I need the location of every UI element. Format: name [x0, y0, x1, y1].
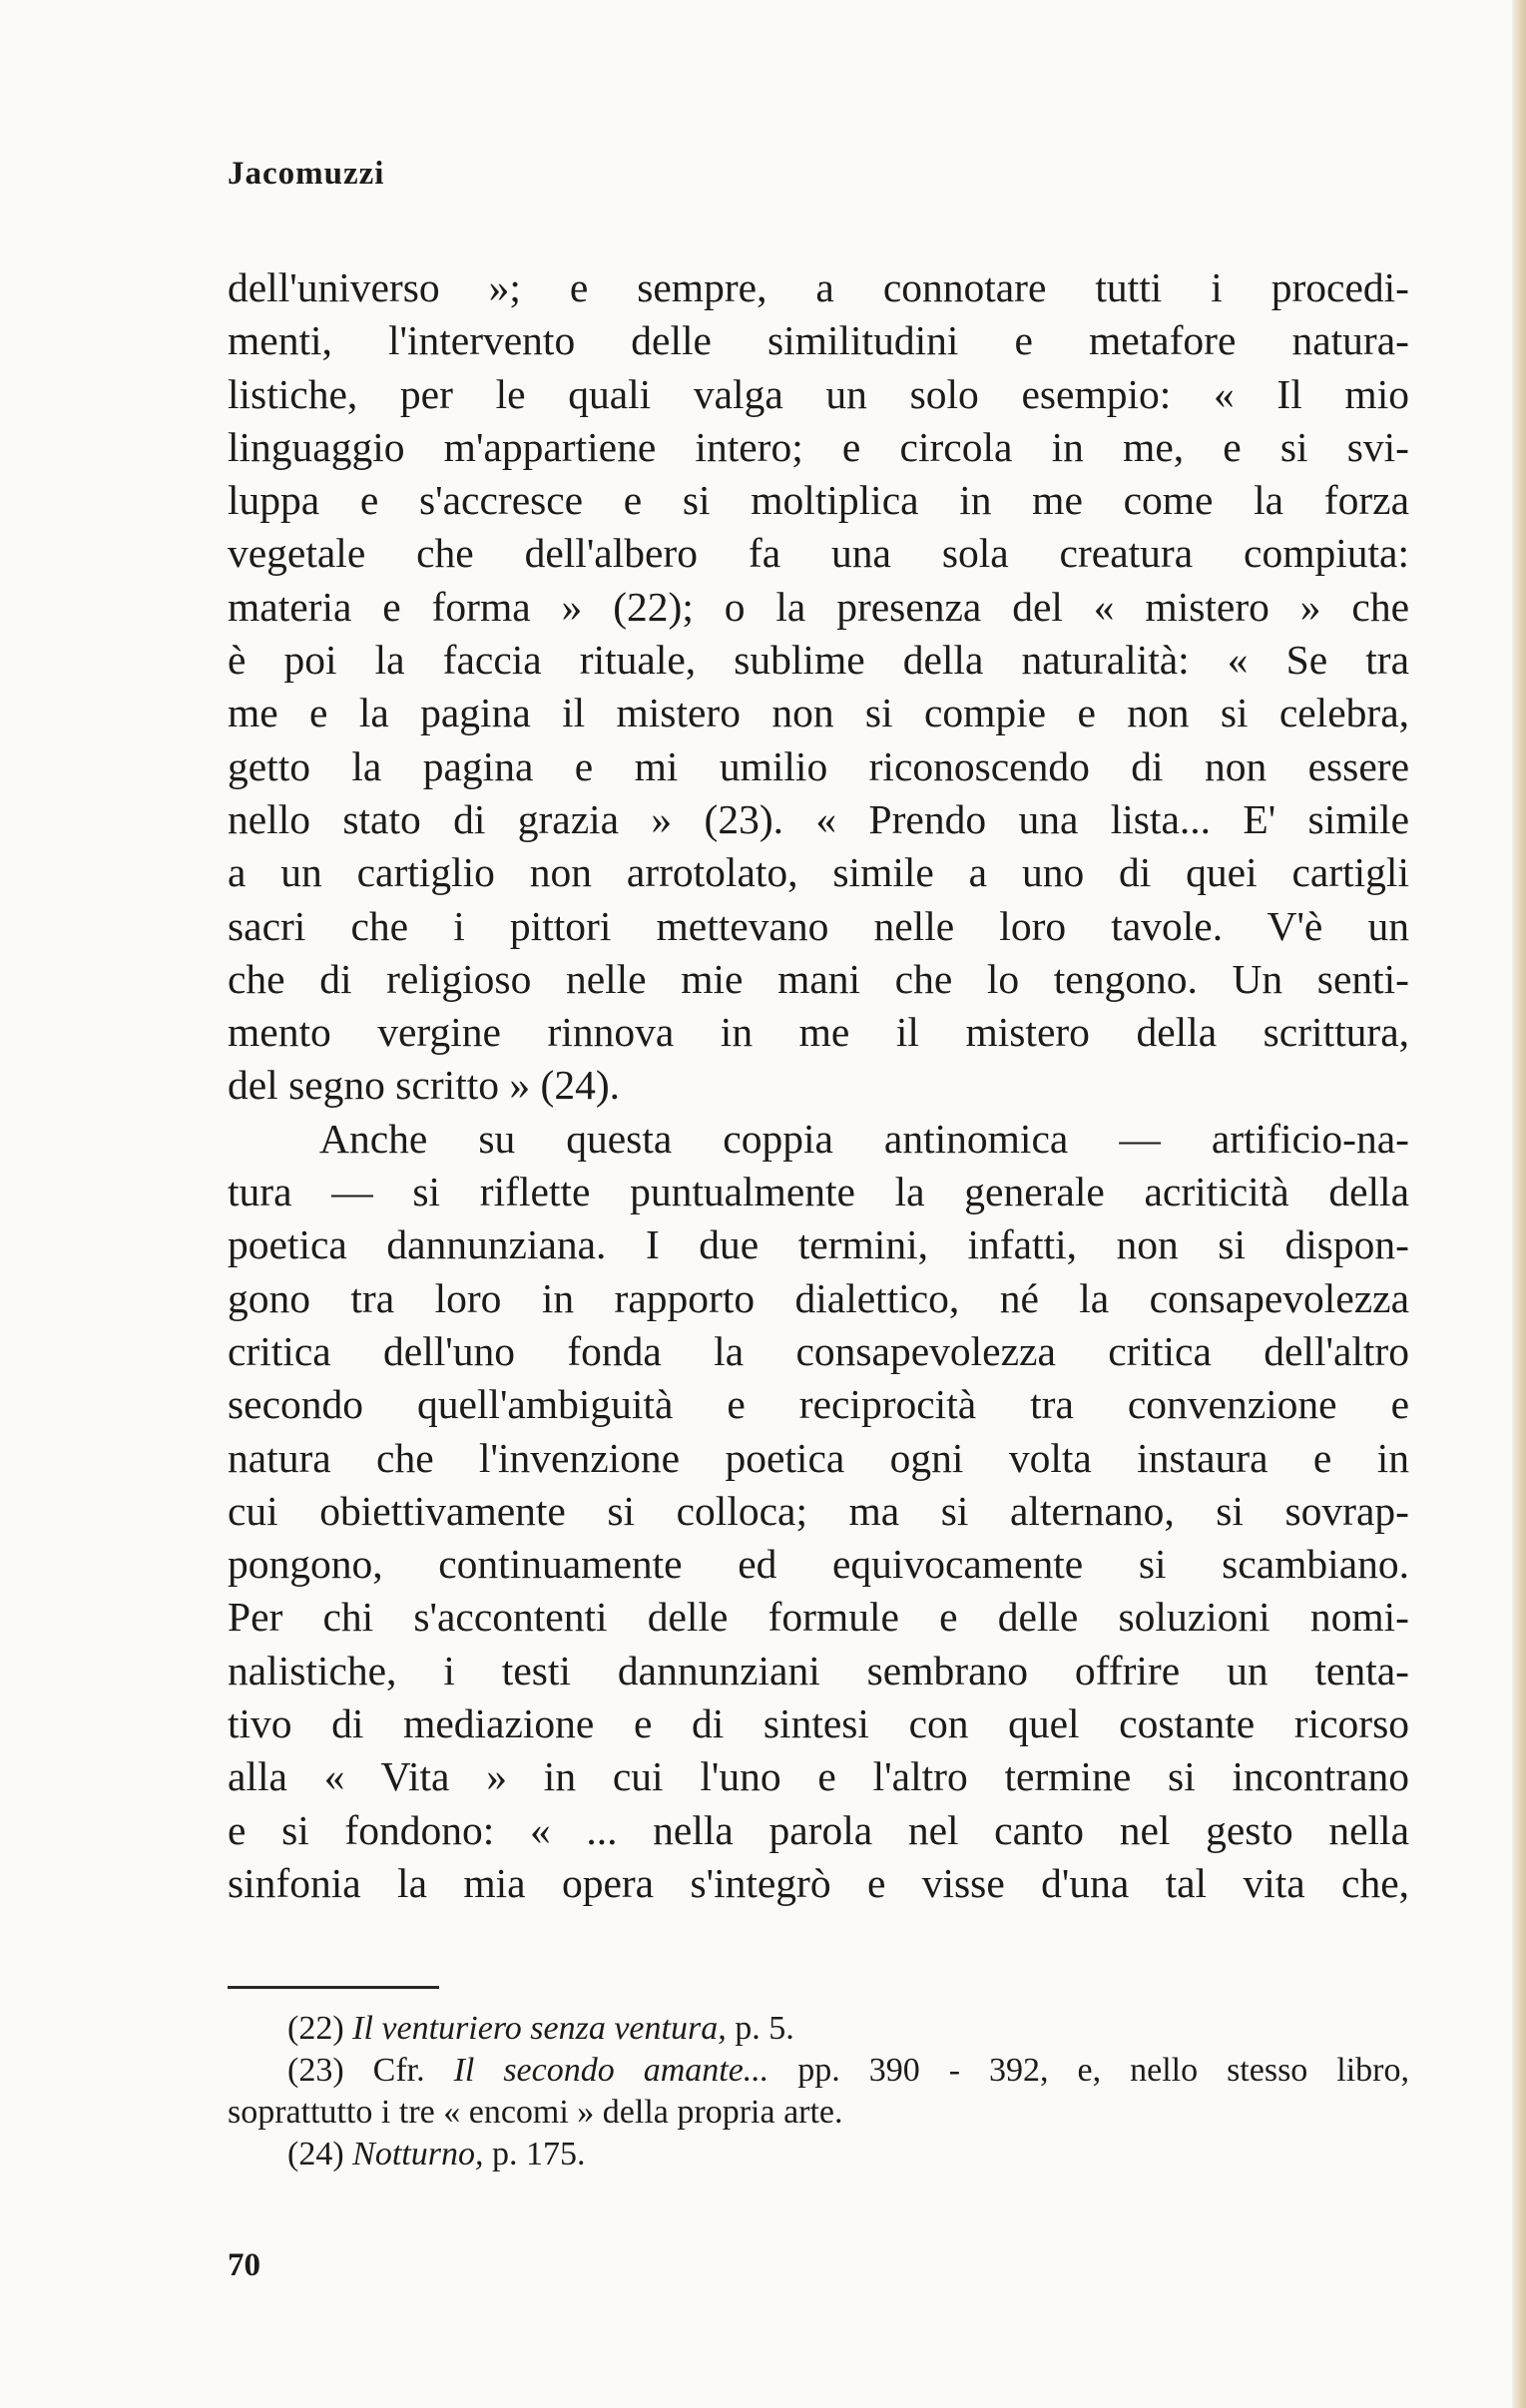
text-line: menti, l'intervento delle similitudini e metafore natura-	[228, 317, 1409, 364]
footnote-text: p. 175.	[483, 2136, 586, 2172]
text-line: Per chi s'accontenti delle formule e delle soluzioni nomi-	[228, 1594, 1409, 1641]
footnote-23-continuation: soprattutto i tre « encomi » della propria arte.	[228, 2094, 843, 2131]
text-line: nello stato di grazia » (23). « Prendo una lista... E' simile	[228, 795, 1409, 842]
footnote-24	[228, 2134, 1409, 2175]
body-text	[228, 261, 1409, 1910]
footnote-rule	[228, 1986, 439, 1989]
text-line: a un cartiglio non arrotolato, simile a uno di quei cartigli	[228, 849, 1409, 896]
footnote-title: Il venturiero senza ventura,	[352, 2010, 727, 2047]
running-head: Jacomuzzi	[228, 156, 385, 192]
paragraph-1	[228, 261, 1409, 1113]
page-number: 70	[228, 2247, 260, 2283]
footnote-text: p. 5.	[726, 2010, 794, 2047]
footnote-text: pp. 390 - 392, e, nello stesso libro,	[768, 2052, 1409, 2089]
footnotes	[228, 2008, 1409, 2175]
text-line: sacri che i pittori mettevano nelle loro tavole. V'è un	[228, 902, 1409, 949]
text-line: listiche, per le quali valga un solo esempio: « Il mio	[228, 370, 1409, 417]
footnote-title: Il secondo amante...	[453, 2052, 769, 2089]
footnote-number: (24)	[287, 2136, 344, 2172]
text-line: natura che l'invenzione poetica ogni volta instaura e in	[228, 1434, 1409, 1481]
text-line: gono tra loro in rapporto dialettico, né la consapevolezza	[228, 1274, 1409, 1321]
text-line: luppa e s'accresce e si moltiplica in me come la forza	[228, 477, 1409, 524]
text-line: del segno scritto » (24).	[228, 1062, 621, 1109]
text-line: vegetale che dell'albero fa una sola creatura compiuta:	[228, 530, 1409, 577]
footnote-number: (22)	[287, 2010, 344, 2047]
text-line: nalistiche, i testi dannunziani sembrano offrire un tenta-	[228, 1647, 1409, 1693]
page-edge-shadow	[1512, 0, 1526, 2408]
footnote-22	[228, 2008, 1409, 2050]
text-line: me e la pagina il mistero non si compie e non si celebra,	[228, 690, 1409, 736]
text-line: Anche su questa coppia antinomica — artificio-na-	[319, 1115, 1409, 1162]
text-line: tura — si riflette puntualmente la generale acriticità della	[228, 1169, 1409, 1215]
text-line: tivo di mediazione e di sintesi con quel costante ricorso	[228, 1700, 1409, 1747]
text-line: alla « Vita » in cui l'uno e l'altro termine si incontrano	[228, 1753, 1409, 1800]
text-line: è poi la faccia rituale, sublime della naturalità: « Se tra	[228, 637, 1409, 684]
text-line: cui obiettivamente si colloca; ma si alternano, si sovrap-	[228, 1487, 1409, 1534]
text-line: materia e forma » (22); o la presenza del « mistero » che	[228, 583, 1409, 630]
paragraph-2	[228, 1113, 1409, 1910]
footnote-text: Cfr.	[343, 2052, 454, 2089]
text-line: pongono, continuamente ed equivocamente si scambiano.	[228, 1541, 1409, 1588]
text-line: secondo quell'ambiguità e reciprocità tra convenzione e	[228, 1381, 1409, 1428]
footnote-23	[228, 2050, 1409, 2092]
text-line: critica dell'uno fonda la consapevolezza critica dell'altro	[228, 1327, 1409, 1374]
text-line: linguaggio m'appartiene intero; e circola in me, e si svi-	[228, 423, 1409, 470]
text-line: mento vergine rinnova in me il mistero della scrittura,	[228, 1009, 1409, 1056]
footnote-number: (23)	[287, 2052, 344, 2089]
text-line: che di religioso nelle mie mani che lo tengono. Un senti-	[228, 955, 1409, 1002]
text-line: sinfonia la mia opera s'integrò e visse d'una tal vita che,	[228, 1859, 1409, 1906]
text-line: poetica dannunziana. I due termini, infatti, non si dispon-	[228, 1221, 1409, 1268]
footnote-title: Notturno,	[352, 2136, 484, 2172]
text-line: e si fondono: « ... nella parola nel canto nel gesto nella	[228, 1806, 1409, 1853]
text-line: getto la pagina e mi umilio riconoscendo di non essere	[228, 742, 1409, 789]
text-line: dell'universo »; e sempre, a connotare tutti i procedi-	[228, 264, 1409, 310]
